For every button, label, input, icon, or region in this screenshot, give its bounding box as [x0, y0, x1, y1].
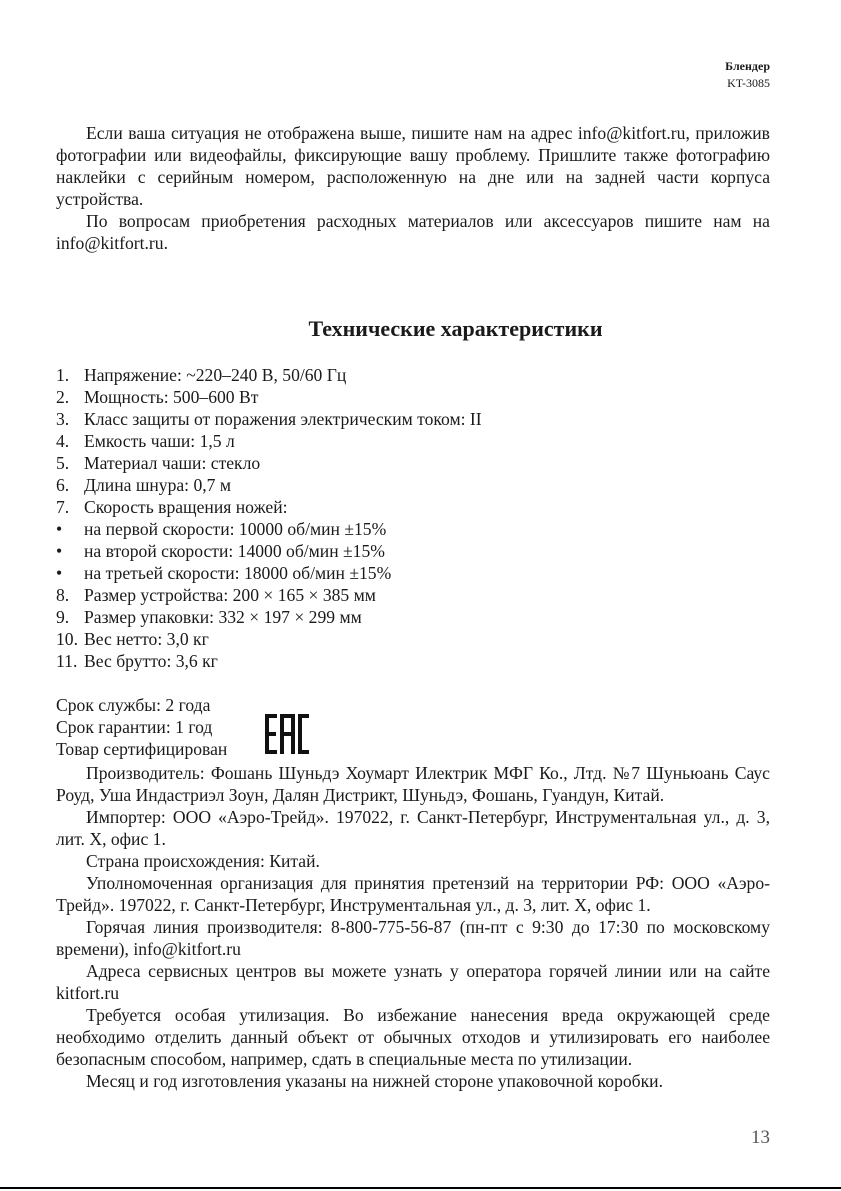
page-number: 13 — [751, 1127, 770, 1148]
spec-item — [56, 452, 770, 474]
spec-item — [56, 430, 770, 452]
spec-item — [56, 606, 770, 628]
intro-paragraph: Если ваша ситуация не отображена выше, пишите нам на адрес info@kitfort.ru, приложив фотографии или видеофайлы, фиксирующие вашу проблему. Пришлите также фотографию наклейки с серийным номером, расположенную на дне или на задней части корпуса устройства. — [56, 123, 770, 209]
eac-certification-logo — [265, 714, 309, 754]
bottom-rule — [0, 1187, 841, 1189]
spec-list — [56, 364, 770, 672]
spec-text: Размер устройства: 200 × 165 × 385 мм — [84, 585, 376, 605]
intro-paragraph: По вопросам приобретения расходных материалов или аксессуаров пишите нам на info@kitfort.ru. — [56, 211, 770, 253]
spec-marker: 2. — [56, 387, 70, 407]
importer-paragraph: Импортер: ООО «Аэро-Трейд». 197022, г. Санкт-Петербург, Инструментальная ул., д. 3, лит. Х, офис 1. — [56, 807, 770, 849]
spec-item — [56, 650, 770, 672]
page-header — [725, 58, 770, 92]
intro-block — [56, 122, 770, 254]
spec-subitem — [56, 540, 770, 562]
bullet-marker: • — [56, 541, 63, 561]
spec-text: на второй скорости: 14000 об/мин ±15% — [84, 541, 385, 561]
country-of-origin: Страна происхождения: Китай. — [86, 851, 320, 871]
spec-marker: 9. — [56, 607, 70, 627]
service-life: Срок службы: 2 года — [56, 695, 211, 715]
section-title: Технические характеристики — [308, 316, 603, 341]
spec-text: на третьей скорости: 18000 об/мин ±15% — [84, 563, 392, 583]
warranty-period: Срок гарантии: 1 год — [56, 717, 213, 737]
spec-text: Напряжение: ~220–240 В, 50/60 Гц — [84, 365, 347, 385]
manufacturer-paragraph: Производитель: Фошань Шуньдэ Хоумарт Илектрик МФГ Ко., Лтд. №7 Шуньюань Саус Роуд, Уша Индастриэл Зоун, Далян Дистрикт, Шуньдэ, Фошань, Гуандун, Китай. — [56, 763, 770, 805]
spec-subitem — [56, 518, 770, 540]
spec-text: Размер упаковки: 332 × 197 × 299 мм — [84, 607, 362, 627]
spec-item — [56, 474, 770, 496]
spec-item — [56, 408, 770, 430]
spec-item — [56, 628, 770, 650]
warranty-block — [56, 694, 227, 760]
spec-text: Мощность: 500–600 Вт — [84, 387, 259, 407]
spec-text: Скорость вращения ножей: — [84, 497, 288, 517]
bullet-marker: • — [56, 519, 63, 539]
manufacture-date-paragraph: Месяц и год изготовления указаны на нижней стороне упаковочной коробки. — [86, 1071, 663, 1091]
legal-info-block — [56, 762, 770, 1092]
bullet-marker: • — [56, 563, 63, 583]
spec-subitem — [56, 562, 770, 584]
service-centers-paragraph: Адреса сервисных центров вы можете узнать у оператора горячей линии или на сайте kitfort.ru — [56, 961, 770, 1003]
hotline-paragraph: Горячая линия производителя: 8-800-775-56-87 (пн-пт с 9:30 до 17:30 по московскому времени), info@kitfort.ru — [56, 917, 770, 959]
spec-text: на первой скорости: 10000 об/мин ±15% — [84, 519, 387, 539]
spec-marker: 5. — [56, 453, 70, 473]
spec-text: Вес нетто: 3,0 кг — [84, 629, 209, 649]
spec-text: Материал чаши: стекло — [84, 453, 261, 473]
certification-text: Товар сертифицирован — [56, 739, 228, 759]
spec-marker: 3. — [56, 409, 70, 429]
disposal-paragraph: Требуется особая утилизация. Во избежание нанесения вреда окружающей среде необходимо отделить данный объект от обычных отходов и утилизировать его наиболее безопасным способом, например, сдать в специальные места по утилизации. — [56, 1005, 770, 1069]
spec-marker: 1. — [56, 365, 70, 385]
spec-text: Вес брутто: 3,6 кг — [84, 651, 218, 671]
spec-text: Длина шнура: 0,7 м — [84, 475, 231, 495]
spec-item — [56, 496, 770, 518]
spec-marker: 10. — [56, 629, 78, 649]
spec-marker: 11. — [56, 651, 78, 671]
product-name: Блендер — [725, 59, 770, 73]
spec-text: Класс защиты от поражения электрическим током: II — [84, 409, 482, 429]
spec-marker: 8. — [56, 585, 70, 605]
spec-item — [56, 584, 770, 606]
spec-marker: 4. — [56, 431, 70, 451]
claims-organization-paragraph: Уполномоченная организация для принятия претензий на территории РФ: ООО «Аэро-Трейд». 197022, г. Санкт-Петербург, Инструментальная ул., д. 3, лит. Х, офис 1. — [56, 873, 770, 915]
spec-item — [56, 364, 770, 386]
model-number: KT-3085 — [727, 76, 770, 90]
spec-marker: 6. — [56, 475, 70, 495]
spec-text: Емкость чаши: 1,5 л — [84, 431, 235, 451]
spec-marker: 7. — [56, 497, 70, 517]
spec-item — [56, 386, 770, 408]
